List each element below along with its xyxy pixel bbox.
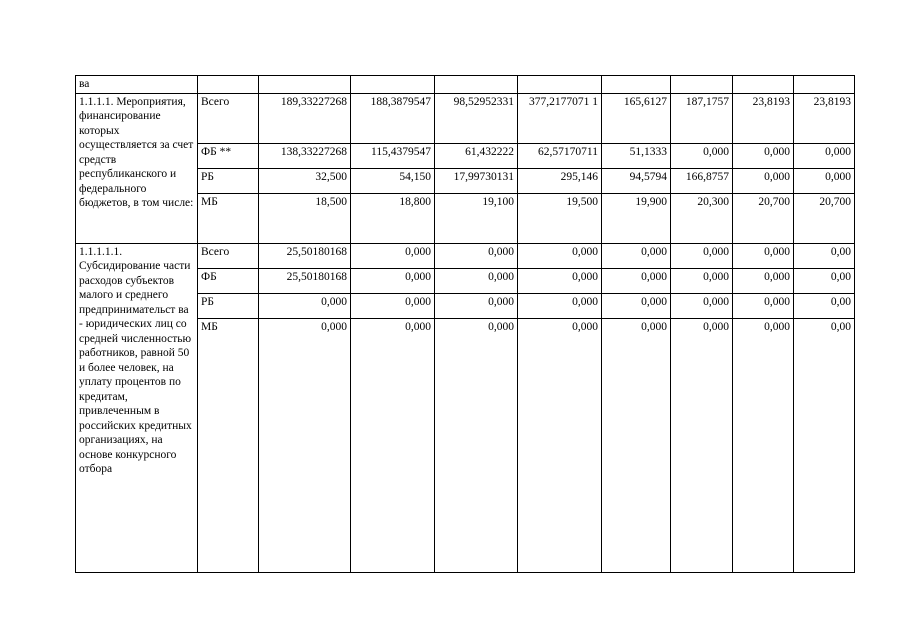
value-cell: 19,100 — [435, 193, 518, 243]
value-cell: 138,33227268 — [259, 143, 351, 168]
value-cell: 0,000 — [435, 268, 518, 293]
value-cell: 295,146 — [518, 168, 602, 193]
value-cell: 0,000 — [794, 143, 855, 168]
value-cell: 19,900 — [602, 193, 671, 243]
value-cell: 0,000 — [435, 318, 518, 572]
value-cell: 0,000 — [518, 268, 602, 293]
value-cell: 0,000 — [733, 243, 794, 268]
source-cell: ФБ — [198, 268, 259, 293]
value-cell: 19,500 — [518, 193, 602, 243]
value-cell: 0,000 — [351, 318, 435, 572]
value-cell: 18,800 — [351, 193, 435, 243]
value-cell: 0,000 — [518, 243, 602, 268]
value-cell: 377,2177071 1 — [518, 93, 602, 143]
continuation-cell: ва — [76, 76, 198, 94]
value-cell: 61,432222 — [435, 143, 518, 168]
source-cell: МБ — [198, 193, 259, 243]
source-cell: РБ — [198, 168, 259, 193]
value-cell: 0,000 — [602, 268, 671, 293]
value-cell: 187,1757 — [671, 93, 733, 143]
value-cell: 0,000 — [671, 143, 733, 168]
measure-description: 1.1.1.1. Мероприятия, финансирование которых осуществляется за счет средств республиканского и федерального бюджетов, в том числе: — [76, 93, 198, 243]
value-cell: 0,000 — [671, 243, 733, 268]
value-cell: 0,000 — [671, 293, 733, 318]
source-cell: РБ — [198, 293, 259, 318]
value-cell: 54,150 — [351, 168, 435, 193]
value-cell: 0,000 — [602, 243, 671, 268]
value-cell: 62,57170711 — [518, 143, 602, 168]
value-cell: 115,4379547 — [351, 143, 435, 168]
value-cell: 20,300 — [671, 193, 733, 243]
value-cell: 23,8193 — [733, 93, 794, 143]
value-cell: 18,500 — [259, 193, 351, 243]
value-cell: 51,1333 — [602, 143, 671, 168]
value-cell: 0,000 — [518, 293, 602, 318]
value-cell: 17,99730131 — [435, 168, 518, 193]
value-cell: 0,000 — [794, 168, 855, 193]
table-row — [76, 93, 855, 143]
value-cell: 188,3879547 — [351, 93, 435, 143]
budget-table — [75, 75, 855, 573]
value-cell: 0,000 — [351, 268, 435, 293]
value-cell: 0,000 — [435, 293, 518, 318]
source-cell: Всего — [198, 243, 259, 268]
value-cell: 20,700 — [794, 193, 855, 243]
value-cell: 0,000 — [351, 293, 435, 318]
source-cell: МБ — [198, 318, 259, 572]
value-cell: 0,000 — [733, 168, 794, 193]
value-cell: 20,700 — [733, 193, 794, 243]
value-cell: 25,50180168 — [259, 268, 351, 293]
value-cell: 0,000 — [733, 318, 794, 572]
value-cell: 23,8193 — [794, 93, 855, 143]
value-cell: 0,00 — [794, 318, 855, 572]
value-cell: 0,000 — [602, 318, 671, 572]
value-cell: 0,00 — [794, 293, 855, 318]
value-cell: 0,000 — [518, 318, 602, 572]
value-cell: 0,000 — [259, 293, 351, 318]
value-cell: 189,33227268 — [259, 93, 351, 143]
value-cell: 0,000 — [733, 143, 794, 168]
value-cell: 32,500 — [259, 168, 351, 193]
value-cell: 98,52952331 — [435, 93, 518, 143]
value-cell: 94,5794 — [602, 168, 671, 193]
value-cell: 0,000 — [259, 318, 351, 572]
value-cell: 0,000 — [671, 318, 733, 572]
value-cell: 0,00 — [794, 268, 855, 293]
source-cell: ФБ ** — [198, 143, 259, 168]
value-cell: 0,000 — [435, 243, 518, 268]
measure-description: 1.1.1.1.1. Субсидирование части расходов субъектов малого и среднего предпринимательст ва - юридических лиц со средней численностью работников, равной 50 и более человек, на уплату процентов по кредитам, привлеченным в российских кредитных организациях, на основе конкурсного отбора — [76, 243, 198, 572]
value-cell: 0,000 — [733, 268, 794, 293]
value-cell: 0,000 — [733, 293, 794, 318]
value-cell: 0,000 — [602, 293, 671, 318]
source-cell: Всего — [198, 93, 259, 143]
value-cell: 0,00 — [794, 243, 855, 268]
value-cell: 165,6127 — [602, 93, 671, 143]
value-cell: 0,000 — [671, 268, 733, 293]
continuation-row — [76, 76, 855, 94]
value-cell: 166,8757 — [671, 168, 733, 193]
value-cell: 25,50180168 — [259, 243, 351, 268]
table-row — [76, 243, 855, 268]
value-cell: 0,000 — [351, 243, 435, 268]
